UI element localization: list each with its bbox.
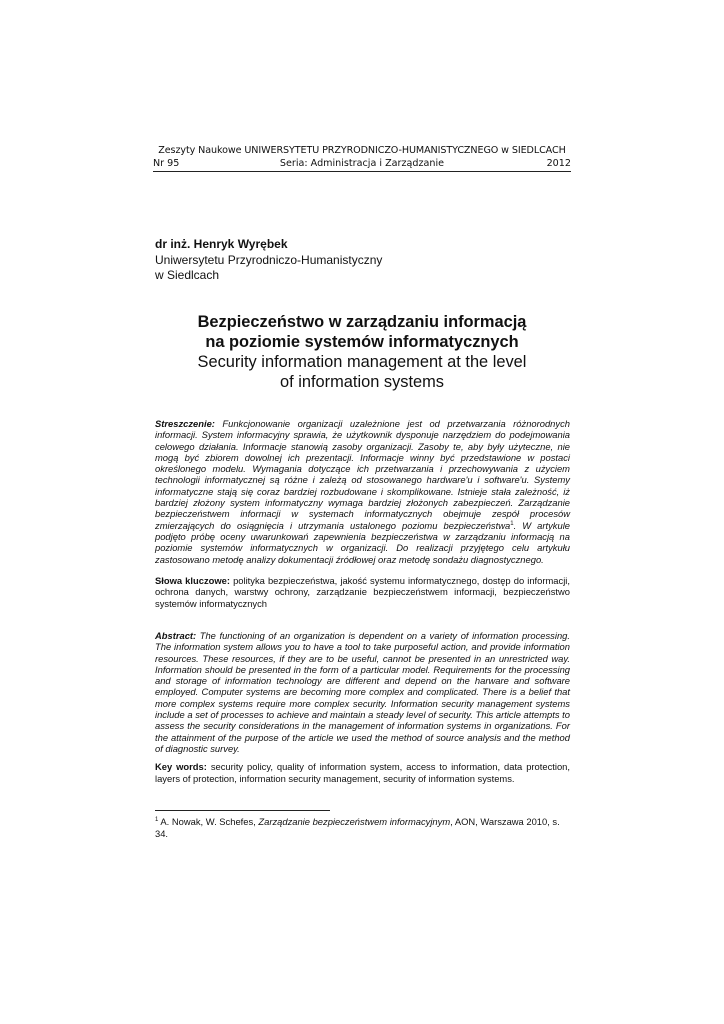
footnote-reference[interactable]: 1 [510, 520, 514, 527]
keywords-en [155, 761, 570, 784]
abstract-pl-text-cont: . W artykule podjęto próbę oceny uwarunkowań zapewnienia bezpieczeństwa w zarządzaniu informacją na poziomie systemów informatycznych w organizacji. Do realizacji przyjętego celu artykułu zastosowano metodę analizy dokumentacji źródłowej oraz metodę sondażu diagnostycznego. [155, 519, 570, 565]
footnote-authors: A. Nowak, W. Schefes, [158, 816, 259, 827]
keywords-en-text: security policy, quality of information system, access to information, data protection, layers of protection, information security management, security of information systems. [155, 761, 570, 784]
issue-number: Nr 95 [153, 158, 180, 169]
author-block [155, 237, 382, 284]
issue-year: 2012 [546, 158, 571, 169]
author-city: w Siedlcach [155, 268, 220, 282]
title-pl-line2: na poziomie systemów informatycznych [205, 333, 519, 351]
keywords-pl-text: polityka bezpieczeństwa, jakość systemu informatycznego, dostęp do informacji, ochrona danych, warstwy ochrony, zarządzanie bezpieczeństwem informacji, bezpieczeństwo systemów informatycznych [155, 575, 570, 609]
author-affiliation: Uniwersytetu Przyrodniczo-Humanistyczny [155, 252, 383, 267]
running-head [153, 144, 571, 172]
keywords-pl-label: Słowa kluczowe: [155, 575, 230, 586]
title-block [153, 312, 571, 392]
footnote-divider [155, 810, 330, 811]
series-name: Seria: Administracja i Zarządzanie [279, 158, 445, 169]
abstract-en-text: The functioning of an organization is dependent on a variety of information processing. The information system allows you to have a tool to take purposeful action, and provide information resources. These resources, if they are to be useful, cannot be presented in an unrestricted way. Information should be presented in the form of a particular model. Requirements for the processing and storage of information technology are different and depend on the harware and software employed. Computer systems are becoming more complex and complicated. There is a belief that more complex systems require more complex security. Information security management systems include a set of processes to achieve and maintain a steady level of security. This article attempts to assess the security considerations in the management of information systems in organizations. For the attainment of the purpose of the article we used the method of source analysis and the method of diagnostic survey. [155, 630, 570, 754]
journal-name: Zeszyty Naukowe UNIWERSYTETU PRZYRODNICZO-HUMANISTYCZNEGO w SIEDLCACH [158, 145, 566, 156]
title-en-line2: of information systems [280, 373, 444, 391]
title-pl-line1: Bezpieczeństwo w zarządzaniu informacją [197, 313, 527, 331]
keywords-pl [155, 575, 570, 609]
footnote-title: Zarządzanie bezpieczeństwem informacyjnym [258, 816, 451, 827]
issue-line [153, 157, 571, 172]
abstract-en [155, 630, 570, 754]
abstract-pl-label: Streszczenie: [155, 418, 215, 429]
author-name: dr inż. Henryk Wyrębek [155, 237, 288, 251]
footnote-number: 1 [155, 816, 159, 823]
footnote-publication: , AON, Warszawa 2010, s. 34. [155, 816, 560, 839]
keywords-en-label: Key words: [155, 761, 207, 772]
abstract-pl [155, 418, 570, 565]
footnote [155, 816, 570, 840]
abstract-en-label: Abstract: [155, 630, 197, 641]
title-en-line1: Security information management at the level [197, 353, 527, 371]
abstract-pl-text: Funkcjonowanie organizacji uzależnione jest od przetwarzania różnorodnych informacji. System informacyjny sprawia, że użytkownik dysponuje narzędziem do podejmowania celowego działania. Informacje stanowią zasoby organizacji. Zasoby te, aby były użyteczne, nie mogą być zbiorem dowolnej ich prezentacji. Informacje winny być przedstawione w postaci określonego modelu. Wymagania dotyczące ich przetwarzania i przechowywania z użyciem technologii informatycznej są różne i zależą od stosowanego hardware'u i software'u. Systemy informatyczne stają się coraz bardziej rozbudowane i skomplikowane. Istnieje stała zależność, iż bardziej złożony system informatyczny wymaga bardziej złożonych zabezpieczeń. Zarządzanie bezpieczeństwem informacji w systemach informatycznych obejmuje zespół procesów zmierzających do osiągnięcia i utrzymania ustalonego poziomu bezpieczeństwa [155, 418, 570, 531]
